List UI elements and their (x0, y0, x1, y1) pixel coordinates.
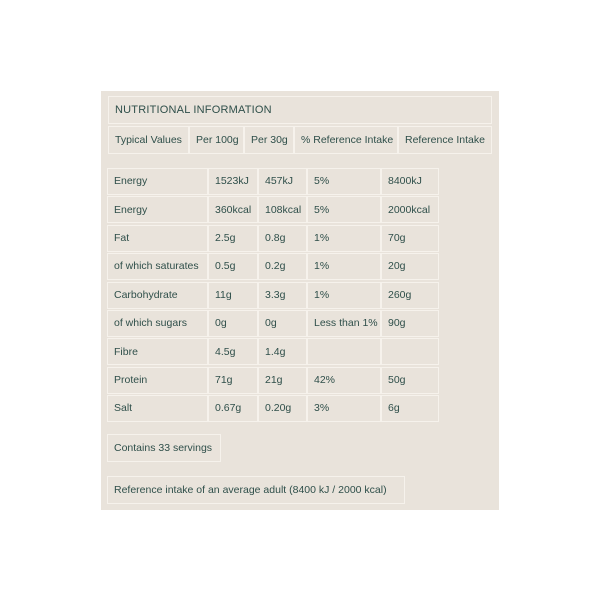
per-30g-value: 0g (258, 310, 307, 337)
nutrient-name: Protein (107, 367, 208, 394)
percent-ri-value: 5% (307, 168, 381, 195)
percent-ri-value: 1% (307, 282, 381, 309)
header-per-30g: Per 30g (244, 126, 294, 154)
per-100g-value: 0.5g (208, 253, 258, 280)
reference-intake-value: 90g (381, 310, 439, 337)
header-percent-reference-intake: % Reference Intake (294, 126, 398, 154)
reference-intake-value: 260g (381, 282, 439, 309)
nutrient-name: of which sugars (107, 310, 208, 337)
nutrition-title: NUTRITIONAL INFORMATION (108, 96, 492, 124)
reference-intake-value (381, 338, 439, 365)
nutrient-name: Energy (107, 196, 208, 223)
header-typical-values: Typical Values (108, 126, 189, 154)
percent-ri-value: 42% (307, 367, 381, 394)
per-100g-value: 11g (208, 282, 258, 309)
per-30g-value: 457kJ (258, 168, 307, 195)
reference-intake-value: 20g (381, 253, 439, 280)
per-100g-value: 0.67g (208, 395, 258, 422)
nutrition-panel (101, 91, 499, 510)
nutrient-name: Fibre (107, 338, 208, 365)
percent-ri-value: Less than 1% (307, 310, 381, 337)
per-30g-value: 1.4g (258, 338, 307, 365)
reference-intake-value: 8400kJ (381, 168, 439, 195)
per-30g-value: 0.20g (258, 395, 307, 422)
per-100g-value: 1523kJ (208, 168, 258, 195)
per-30g-value: 0.8g (258, 225, 307, 252)
reference-intake-value: 2000kcal (381, 196, 439, 223)
reference-intake-note: Reference intake of an average adult (8400 kJ / 2000 kcal) (107, 476, 405, 504)
nutrient-name: Carbohydrate (107, 282, 208, 309)
nutrient-name: Salt (107, 395, 208, 422)
header-per-100g: Per 100g (189, 126, 244, 154)
per-100g-value: 71g (208, 367, 258, 394)
nutrient-name: of which saturates (107, 253, 208, 280)
percent-ri-value (307, 338, 381, 365)
header-reference-intake: Reference Intake (398, 126, 492, 154)
per-100g-value: 0g (208, 310, 258, 337)
reference-intake-value: 6g (381, 395, 439, 422)
per-100g-value: 360kcal (208, 196, 258, 223)
percent-ri-value: 3% (307, 395, 381, 422)
nutrient-name: Fat (107, 225, 208, 252)
reference-intake-value: 50g (381, 367, 439, 394)
per-100g-value: 4.5g (208, 338, 258, 365)
reference-intake-value: 70g (381, 225, 439, 252)
per-100g-value: 2.5g (208, 225, 258, 252)
per-30g-value: 108kcal (258, 196, 307, 223)
per-30g-value: 3.3g (258, 282, 307, 309)
servings-note: Contains 33 servings (107, 434, 221, 462)
nutrient-name: Energy (107, 168, 208, 195)
per-30g-value: 0.2g (258, 253, 307, 280)
per-30g-value: 21g (258, 367, 307, 394)
percent-ri-value: 1% (307, 253, 381, 280)
percent-ri-value: 5% (307, 196, 381, 223)
percent-ri-value: 1% (307, 225, 381, 252)
